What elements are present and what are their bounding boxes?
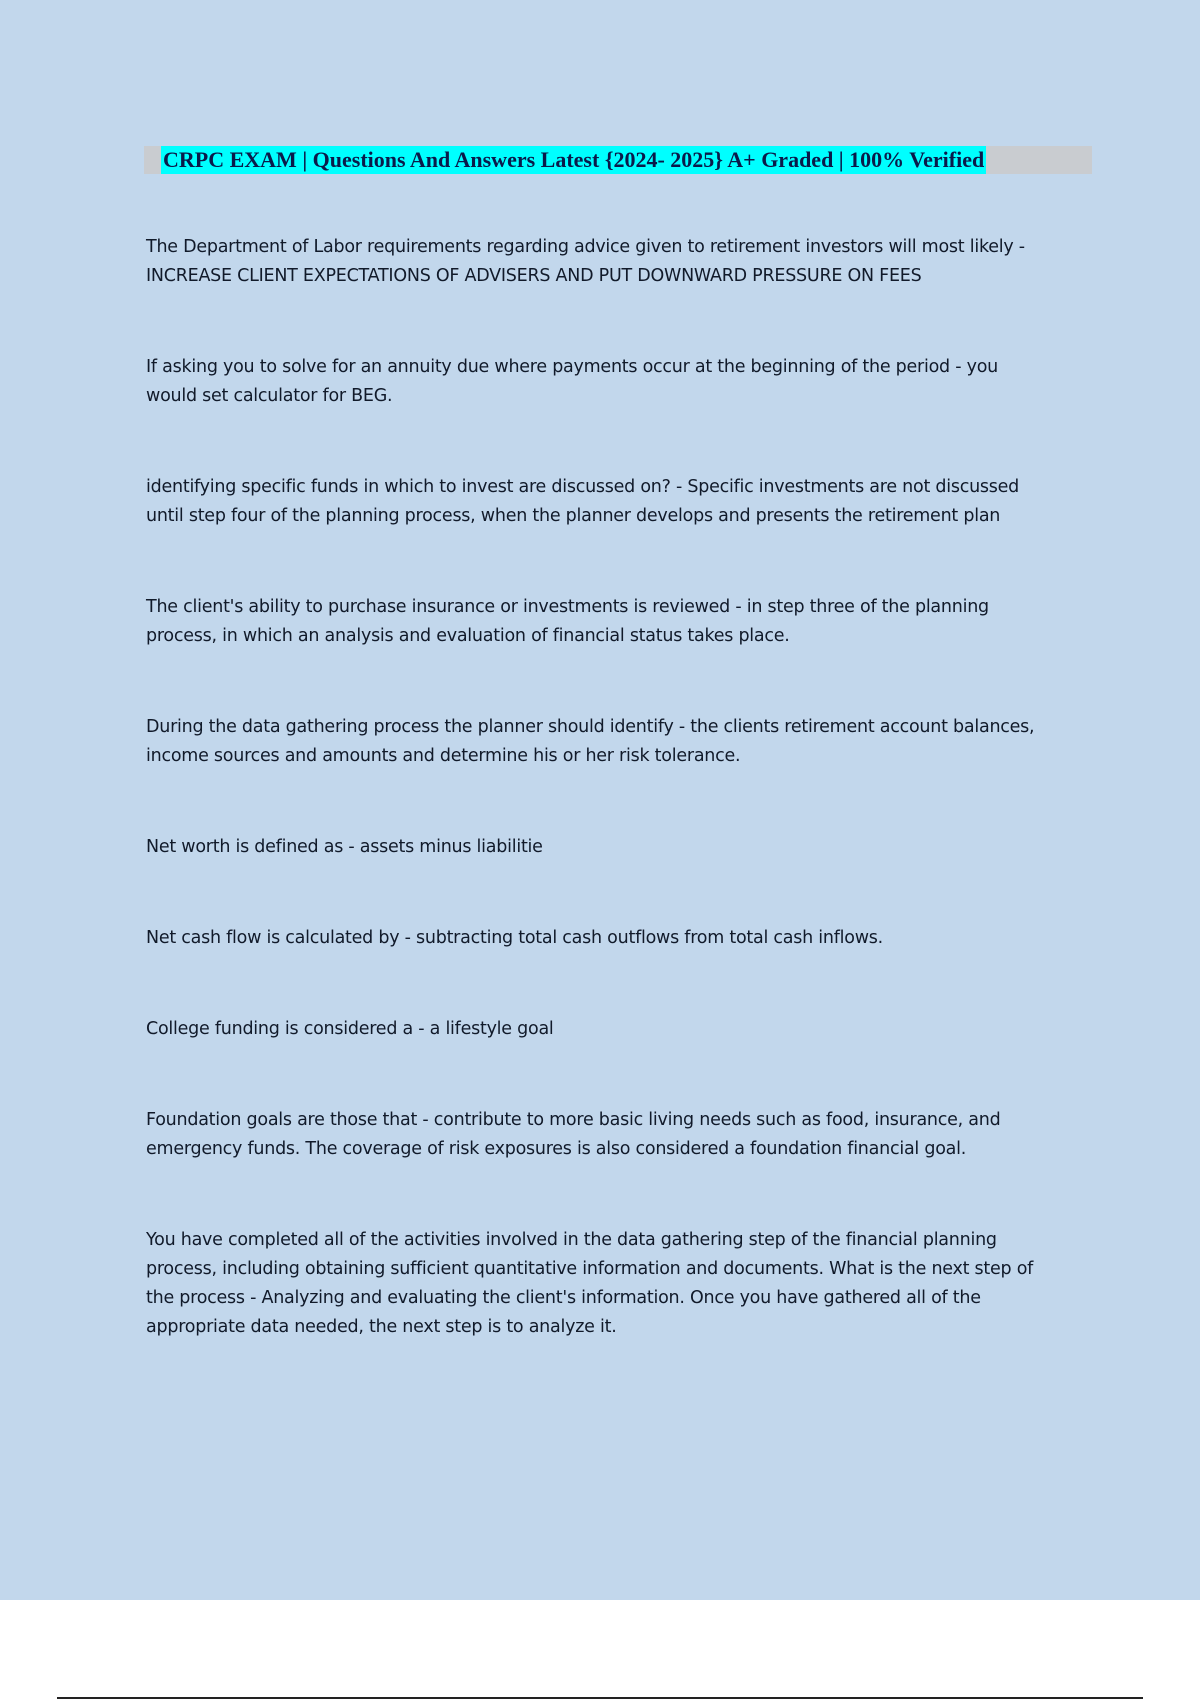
qa-item	[146, 1015, 1096, 1044]
qa-line: process, including obtaining sufficient quantitative information and documents. What is the next step of	[146, 1259, 1034, 1279]
qa-item	[146, 1226, 1096, 1342]
document-title: CRPC EXAM | Questions And Answers Latest {2024- 2025} A+ Graded | 100% Verified	[163, 147, 985, 172]
qa-line: Foundation goals are those that - contribute to more basic living needs such as food, insurance, and	[146, 1110, 1001, 1130]
qa-item	[146, 1106, 1096, 1164]
qa-item	[146, 473, 1096, 531]
footer-rule	[57, 1697, 1143, 1699]
qa-line: Net cash flow is calculated by - subtracting total cash outflows from total cash inflows.	[146, 928, 883, 948]
qa-line: College funding is considered a - a lifestyle goal	[146, 1019, 554, 1039]
qa-line: If asking you to solve for an annuity due where payments occur at the beginning of the period - you	[146, 357, 999, 377]
qa-list	[146, 233, 1096, 1342]
qa-line: identifying specific funds in which to invest are discussed on? - Specific investments are not discussed	[146, 477, 1020, 497]
qa-line: During the data gathering process the planner should identify - the clients retirement account balances,	[146, 717, 1035, 737]
qa-line: The Department of Labor requirements regarding advice given to retirement investors will most likely -	[146, 237, 1025, 257]
qa-line: emergency funds. The coverage of risk exposures is also considered a foundation financial goal.	[146, 1139, 967, 1159]
qa-line: income sources and amounts and determine his or her risk tolerance.	[146, 746, 741, 766]
qa-line: the process - Analyzing and evaluating the client's information. Once you have gathered all of the	[146, 1288, 981, 1308]
qa-item	[146, 353, 1096, 411]
qa-line: The client's ability to purchase insurance or investments is reviewed - in step three of the planning	[146, 597, 989, 617]
qa-line: until step four of the planning process, when the planner develops and presents the retirement plan	[146, 506, 1001, 526]
qa-line: INCREASE CLIENT EXPECTATIONS OF ADVISERS AND PUT DOWNWARD PRESSURE ON FEES	[146, 266, 922, 286]
qa-item	[146, 713, 1096, 771]
qa-line: process, in which an analysis and evaluation of financial status takes place.	[146, 626, 790, 646]
qa-item	[146, 833, 1096, 862]
qa-item	[146, 233, 1096, 291]
qa-line: would set calculator for BEG.	[146, 386, 393, 406]
qa-line: appropriate data needed, the next step is to analyze it.	[146, 1317, 617, 1337]
qa-line: You have completed all of the activities involved in the data gathering step of the financial planning	[146, 1230, 997, 1250]
qa-item	[146, 593, 1096, 651]
qa-item	[146, 924, 1096, 953]
qa-line: Net worth is defined as - assets minus liabilitie	[146, 837, 543, 857]
